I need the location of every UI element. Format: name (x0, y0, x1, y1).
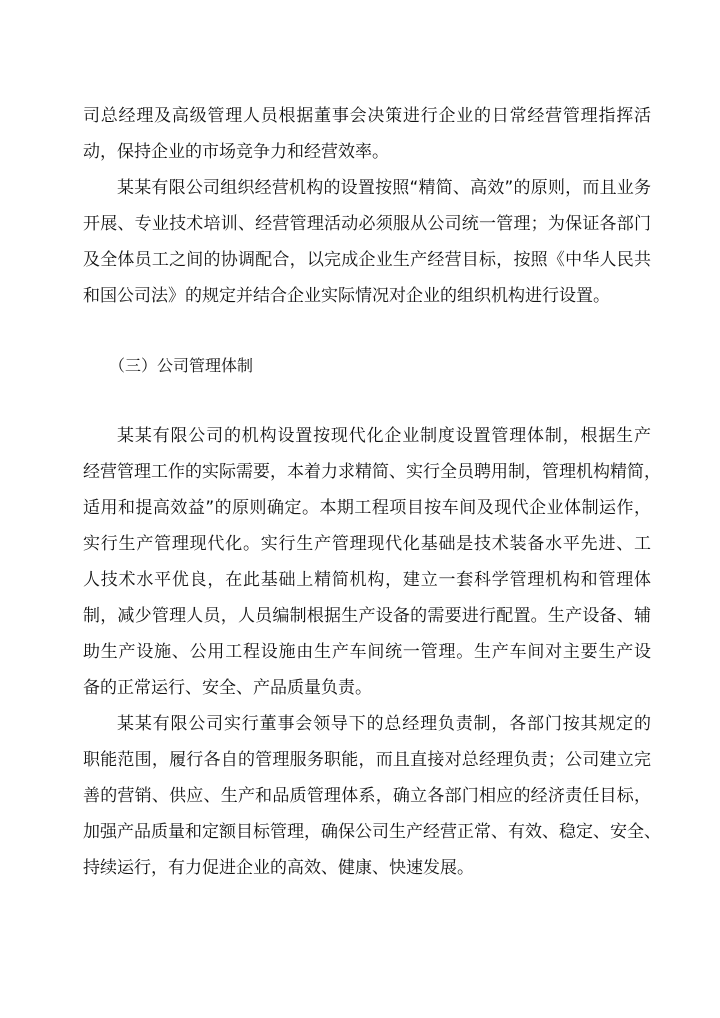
text-line: 某某有限公司的机构设置按现代化企业制度设置管理体制，根据生产 (117, 426, 651, 446)
paragraph-1 (83, 98, 651, 170)
text-line: 职能范围，履行各自的管理服务职能，而且直接对总经理负责；公司建立完 (83, 750, 651, 770)
text-line: 实行生产管理现代化。实行生产管理现代化基础是技术装备水平先进、工 (83, 534, 651, 554)
document-page (83, 98, 661, 886)
paragraph-2 (83, 170, 651, 314)
text-line: 备的正常运行、安全、产品质量负责。 (83, 678, 372, 698)
section-heading: （三）公司管理体制 (109, 356, 254, 375)
text-line: 及全体员工之间的协调配合，以完成企业生产经营目标，按照《中华人民共 (83, 250, 651, 270)
text-line: 助生产设施、公用工程设施由生产车间统一管理。生产车间对主要生产设 (83, 642, 651, 662)
text-line: 持续运行，有力促进企业的高效、健康、快速发展。 (83, 858, 474, 878)
text-line: 适用和提高效益”的原则确定。本期工程项目按车间及现代企业体制运作， (83, 498, 651, 518)
text-line: 动，保持企业的市场竞争力和经营效率。 (83, 142, 389, 162)
text-line: 开展、专业技术培训、经营管理活动必须服从公司统一管理；为保证各部门 (83, 214, 651, 234)
text-line: 某某有限公司实行董事会领导下的总经理负责制，各部门按其规定的 (117, 714, 651, 734)
text-line: 制，减少管理人员，人员编制根据生产设备的需要进行配置。生产设备、辅 (83, 606, 651, 626)
text-line: 司总经理及高级管理人员根据董事会决策进行企业的日常经营管理指挥活 (83, 106, 651, 126)
paragraph-4 (83, 706, 661, 886)
text-line: 加强产品质量和定额目标管理，确保公司生产经营正常、有效、稳定、安全、 (83, 822, 661, 842)
text-line: 人技术水平优良，在此基础上精简机构，建立一套科学管理机构和管理体 (83, 570, 651, 590)
text-line: 善的营销、供应、生产和品质管理体系，确立各部门相应的经济责任目标， (83, 786, 651, 806)
text-line: 某某有限公司组织经营机构的设置按照“精简、高效”的原则，而且业务 (117, 178, 651, 198)
text-line: 和国公司法》的规定并结合企业实际情况对企业的组织机构进行设置。 (83, 286, 610, 306)
paragraph-3 (83, 418, 661, 706)
text-line: 经营管理工作的实际需要，本着力求精简、实行全员聘用制，管理机构精简， (83, 462, 661, 482)
